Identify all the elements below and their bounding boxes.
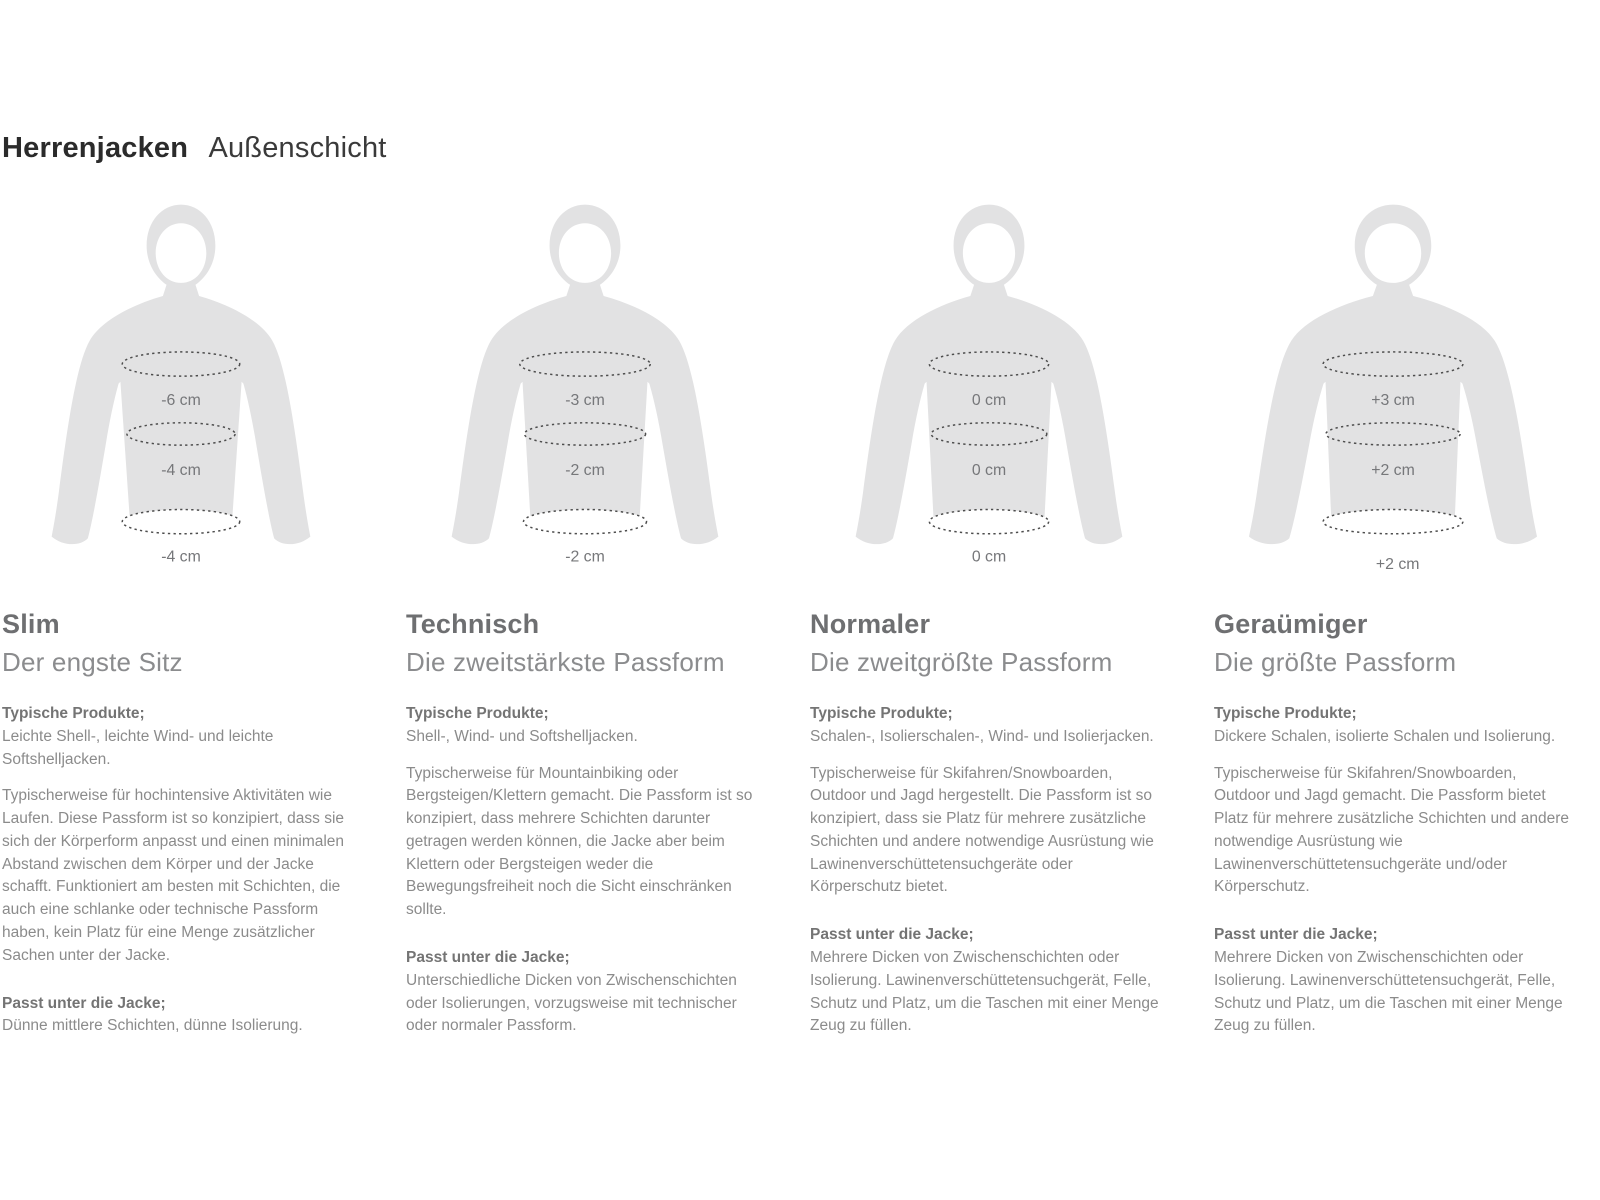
hem-measurement: -2 cm [565,548,605,566]
fit-name: Geraümiger [1214,609,1368,639]
waist-measurement: +2 cm [1371,462,1415,480]
products-label: Typische Produkte; [810,705,953,722]
hem-measurement: 0 cm [971,548,1007,566]
fits-text: Dünne mittlere Schichten, dünne Isolierung. [2,1017,303,1035]
description-text: Typischerweise für Mountainbiking oder Bergsteigen/Klettern gemacht. Die Passform ist so konzipiert, dass mehrere Schichten darunter getragen werden können, die Jacke aber beim Klettern oder Bergsteigen weder die Bewegungsfreiheit noch die Sicht einschränken sollte. [406,764,753,919]
jacket-figure-technisch [406,199,764,577]
products-label: Typische Produkte; [1214,705,1357,722]
waist-measurement: 0 cm [971,462,1007,480]
fit-name: Technisch [406,609,540,639]
page-title [2,132,1572,165]
jacket-silhouette-icon [849,199,1129,572]
jacket-figure-geraumiger [1214,199,1572,577]
hem-measurement: -4 cm [161,548,201,566]
products-label: Typische Produkte; [406,705,549,722]
fits-text: Mehrere Dicken von Zwischenschichten oder Isolierung. Lawinenverschüttetensuchgerät, Felle, Schutz und Platz, um die Taschen mit einer Menge Zeug zu füllen. [810,949,1159,1035]
products-text: Leichte Shell-, leichte Wind- und leichte Softshelljacken. [2,727,274,768]
chest-measurement: +3 cm [1371,392,1415,410]
jacket-figure-slim [2,199,360,577]
fit-subtitle: Die zweitgrößte Passform [810,647,1113,677]
fit-name: Normaler [810,609,931,639]
fits-label: Passt unter die Jacke; [810,926,974,944]
description-text: Typischerweise für Skifahren/Snowboarden, Outdoor und Jagd gemacht. Die Passform bietet Platz für mehrere zusätzliche Schichten und andere notwendige Ausrüstung wie Lawinenverschüttetensuchgeräte und/oder Körperschutz. [1214,764,1569,896]
products-text: Dickere Schalen, isolierte Schalen und Isolierung. [1214,727,1556,745]
fits-label: Passt unter die Jacke; [2,994,166,1012]
waist-measurement: -4 cm [161,462,201,480]
jacket-silhouette-icon [1253,199,1533,572]
description-text: Typischerweise für Skifahren/Snowboarden, Outdoor und Jagd hergestellt. Die Passform ist so konzipiert, dass sie Platz für mehrere zusätzliche Schichten und andere notwendige Ausrüstung wie Lawinenverschüttetensuchgeräte oder Körperschutz bietet. [810,764,1154,896]
fit-column-geraumiger [1214,199,1572,1038]
fits-text: Mehrere Dicken von Zwischenschichten oder Isolierung. Lawinenverschüttetensuchgerät, Felle, Schutz und Platz, um die Taschen mit einer Menge Zeug zu füllen. [1214,949,1563,1035]
fits-text: Unterschiedliche Dicken von Zwischenschichten oder Isolierungen, vorzugsweise mit technischer oder normaler Passform. [406,971,737,1035]
page-title-category: Herrenjacken [2,132,189,164]
chest-measurement: -6 cm [161,392,201,410]
fit-subtitle: Die zweitstärkste Passform [406,647,725,677]
fit-name: Slim [2,609,60,639]
fit-column-normaler [810,199,1168,1038]
hem-measurement: +2 cm [1375,556,1420,574]
jacket-silhouette-icon [445,199,725,572]
chest-measurement: 0 cm [971,392,1007,410]
fit-subtitle: Die größte Passform [1214,647,1457,677]
description-text: Typischerweise für hochintensive Aktivitäten wie Laufen. Diese Passform ist so konzipiert, dass sie sich der Körperform anpasst und einen minimalen Abstand zwischen dem Körper und der Jacke schafft. Funktioniert am besten mit Schichten, die auch eine schlanke oder technische Passform haben, kein Platz für eine Menge zusätzlicher Sachen unter der Jacke. [2,787,345,964]
products-text: Shell-, Wind- und Softshelljacken. [406,727,638,745]
hem-ellipse [122,510,239,534]
products-label: Typische Produkte; [2,705,145,722]
fit-columns [2,199,1572,1038]
fits-label: Passt unter die Jacke; [1214,926,1378,944]
fits-label: Passt unter die Jacke; [406,949,570,967]
chest-measurement: -3 cm [565,392,605,410]
hem-ellipse [929,510,1048,534]
jacket-figure-normaler [810,199,1168,577]
products-text: Schalen-, Isolierschalen-, Wind- und Isolierjacken. [810,727,1154,745]
jacket-silhouette-icon [41,199,321,572]
waist-measurement: -2 cm [565,462,605,480]
fit-subtitle: Der engste Sitz [2,647,183,677]
fit-column-technisch [406,199,764,1038]
fit-column-slim [2,199,360,1038]
hem-ellipse [523,510,646,534]
hem-ellipse [1323,510,1463,534]
page-title-layer: Außenschicht [208,132,387,164]
